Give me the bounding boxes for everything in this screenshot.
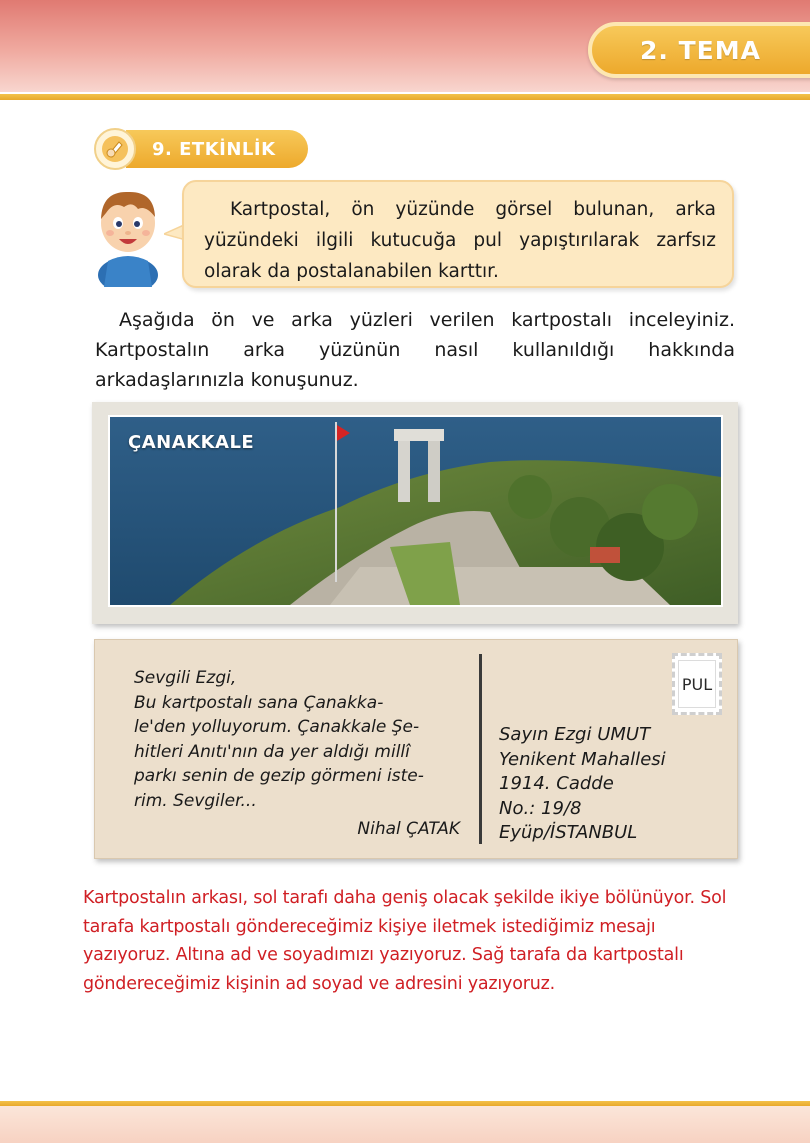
postcard-message: [134, 666, 462, 842]
address-line: Yenikent Mahallesi: [499, 748, 666, 770]
postcard-address: [499, 723, 729, 846]
hand-pen-icon: [92, 126, 138, 172]
tema-tab: [588, 22, 810, 78]
stamp-label: PUL: [678, 660, 716, 708]
stamp-box: [672, 653, 722, 715]
footer-band: [0, 1106, 810, 1143]
answer-text: Kartpostalın arkası, sol tarafı daha geniş olacak şekilde ikiye bölünüyor. Sol tarafa kartpostalı göndereceğimiz kişiye iletmek istediğimiz mesajı yazıyoruz. Altına ad ve soyadımızı yazıyoruz. Sağ tarafa da kartpostalı göndereceğimiz kişinin ad soyad ve adresini yazıyoruz.: [83, 888, 727, 994]
message-line: Bu kartpostalı sana Çanakka-: [134, 692, 384, 713]
definition-text: Kartpostal, ön yüzünde görsel bulunan, arka yüzündeki ilgili kutucuğa pul yapıştırılarak zarfsız olarak da postalanabilen karttır.: [204, 199, 716, 282]
message-line: rim. Sevgiler...: [134, 790, 257, 811]
address-line: Sayın Ezgi UMUT: [499, 724, 651, 745]
address-line: 1914. Cadde: [499, 773, 614, 794]
definition-bubble: [182, 180, 734, 288]
postcard-caption: ÇANAKKALE: [128, 432, 255, 453]
tema-label: 2. TEMA: [640, 35, 761, 65]
instruction-paragraph: Aşağıda ön ve arka yüzleri verilen kartpostalı inceleyiniz. Kartpostalın arka yüzünün nasıl kullanıldığı hakkında arkadaşlarınızla konuşunuz.: [95, 309, 735, 391]
message-line: parkı senin de gezip görmeni iste-: [134, 766, 424, 786]
message-signature: Nihal ÇATAK: [357, 819, 460, 839]
boy-character-icon: [94, 183, 162, 287]
address-line: No.: 19/8: [499, 797, 582, 819]
activity-label: 9. ETKİNLİK: [152, 138, 276, 160]
postcard-divider: [479, 654, 482, 844]
message-line: hitleri Anıtı'nın da yer aldığı millî: [134, 741, 410, 762]
message-line: le'den yolluyorum. Çanakkale Şe-: [134, 717, 420, 737]
activity-badge: [126, 130, 308, 168]
message-line: Sevgili Ezgi,: [134, 668, 237, 688]
header-rule: [0, 94, 810, 100]
address-line: Eyüp/İSTANBUL: [499, 822, 638, 843]
